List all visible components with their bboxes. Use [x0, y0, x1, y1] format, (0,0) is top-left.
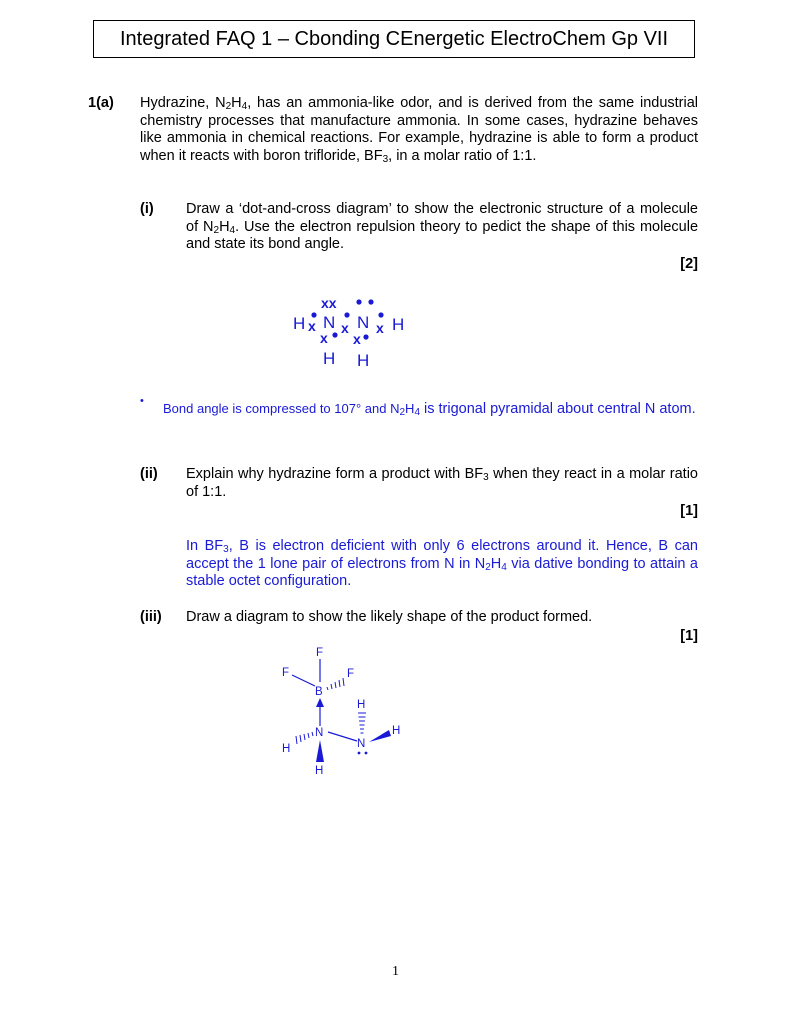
part-ii-question: Explain why hydrazine form a product with $BF_3$ when they react in a molar ratio of 1:1. — [186, 466, 699, 500]
electron-cross: x — [353, 331, 361, 347]
lone-pair-dot — [358, 752, 361, 755]
part-i-question: Draw a ‘dot-and-cross diagram’ to show the electronic structure of a molecule of $N_2H_4$. Use the electron repulsion theory to pedict the shape of this molecule and state its bond angle. — [186, 201, 699, 252]
part-ii-label: (ii) — [140, 466, 158, 482]
electron-cross: x — [341, 320, 349, 336]
electron-cross: x — [376, 320, 384, 336]
page-title: Integrated FAQ 1 – Cbonding CEnergetic ElectroChem Gp VII — [119, 27, 669, 50]
atom-h: H — [293, 314, 306, 333]
atom-h: H — [392, 725, 401, 737]
part-iii-label: (iii) — [140, 609, 162, 625]
electron-dot — [363, 334, 368, 339]
part-i-label: (i) — [140, 201, 154, 217]
atom-h: H — [315, 765, 324, 777]
hashed-bond-n-h — [296, 732, 313, 744]
part-ii-marks: [1] — [680, 503, 698, 519]
part-iii-question: Draw a diagram to show the likely shape of the product formed. — [186, 609, 593, 625]
question-intro: Hydrazine, $N_2H_4$, has an ammonia-like odor, and is derived from the same industrial chemistry processes that manufacture ammonia. In some cases, hydrazine behaves like ammonia in chemical reactions. For example, hydrazine is able to form a product when it reacts with boron trifloride, $BF_3$, in a molar ratio of 1:1. — [140, 95, 698, 165]
bullet: • — [140, 395, 144, 407]
atom-b: B — [315, 686, 323, 698]
atom-n: N — [357, 313, 370, 332]
lone-pair-dot — [368, 299, 373, 304]
electron-dot — [311, 312, 316, 317]
bond-n-n — [328, 732, 357, 741]
part-i-marks: [2] — [680, 256, 698, 272]
hashed-bond-b-f — [327, 678, 344, 690]
wedge-bond-n-h — [316, 740, 324, 762]
lone-pair-dot — [356, 299, 361, 304]
atom-h: H — [282, 743, 291, 755]
atom-h: H — [357, 699, 366, 711]
atom-h: H — [357, 351, 370, 370]
bond-b-f — [292, 675, 315, 686]
atom-f: F — [282, 667, 290, 679]
electron-dot — [378, 312, 383, 317]
electron-cross: x — [320, 330, 328, 346]
atom-n: N — [357, 738, 366, 750]
lone-pair-dot — [365, 752, 368, 755]
question-number: 1(a) — [88, 95, 114, 111]
header-title-box — [93, 20, 695, 58]
dative-arrowhead — [316, 698, 324, 707]
dot-and-cross-diagram — [285, 292, 415, 370]
atom-f: F — [347, 668, 355, 680]
part-iii-marks: [1] — [680, 628, 698, 644]
atom-h: H — [392, 315, 405, 334]
product-structure-diagram — [270, 640, 420, 780]
part-ii-answer: In $BF_3$, B is electron deficient with only 6 electrons around it. Hence, B can accept the 1 lone pair of electrons from N in $N_2H_4$ via dative bonding to attain a stable octet configuration. — [186, 538, 699, 589]
wedge-bond-n-h — [369, 730, 391, 742]
atom-n: N — [315, 727, 324, 739]
atom-f: F — [316, 647, 324, 659]
electron-dot — [344, 312, 349, 317]
electron-cross: x — [308, 318, 316, 334]
hashed-bond-n-h — [358, 713, 366, 733]
part-i-answer-text: Bond angle is compressed to 107° and $N_2H_4$ is trigonal pyramidal about central N atom. — [163, 401, 696, 418]
lone-pair-crosses: xx — [321, 295, 337, 311]
atom-n: N — [323, 313, 336, 332]
page-number: 1 — [392, 964, 399, 979]
electron-dot — [332, 332, 337, 337]
atom-h: H — [323, 349, 336, 368]
